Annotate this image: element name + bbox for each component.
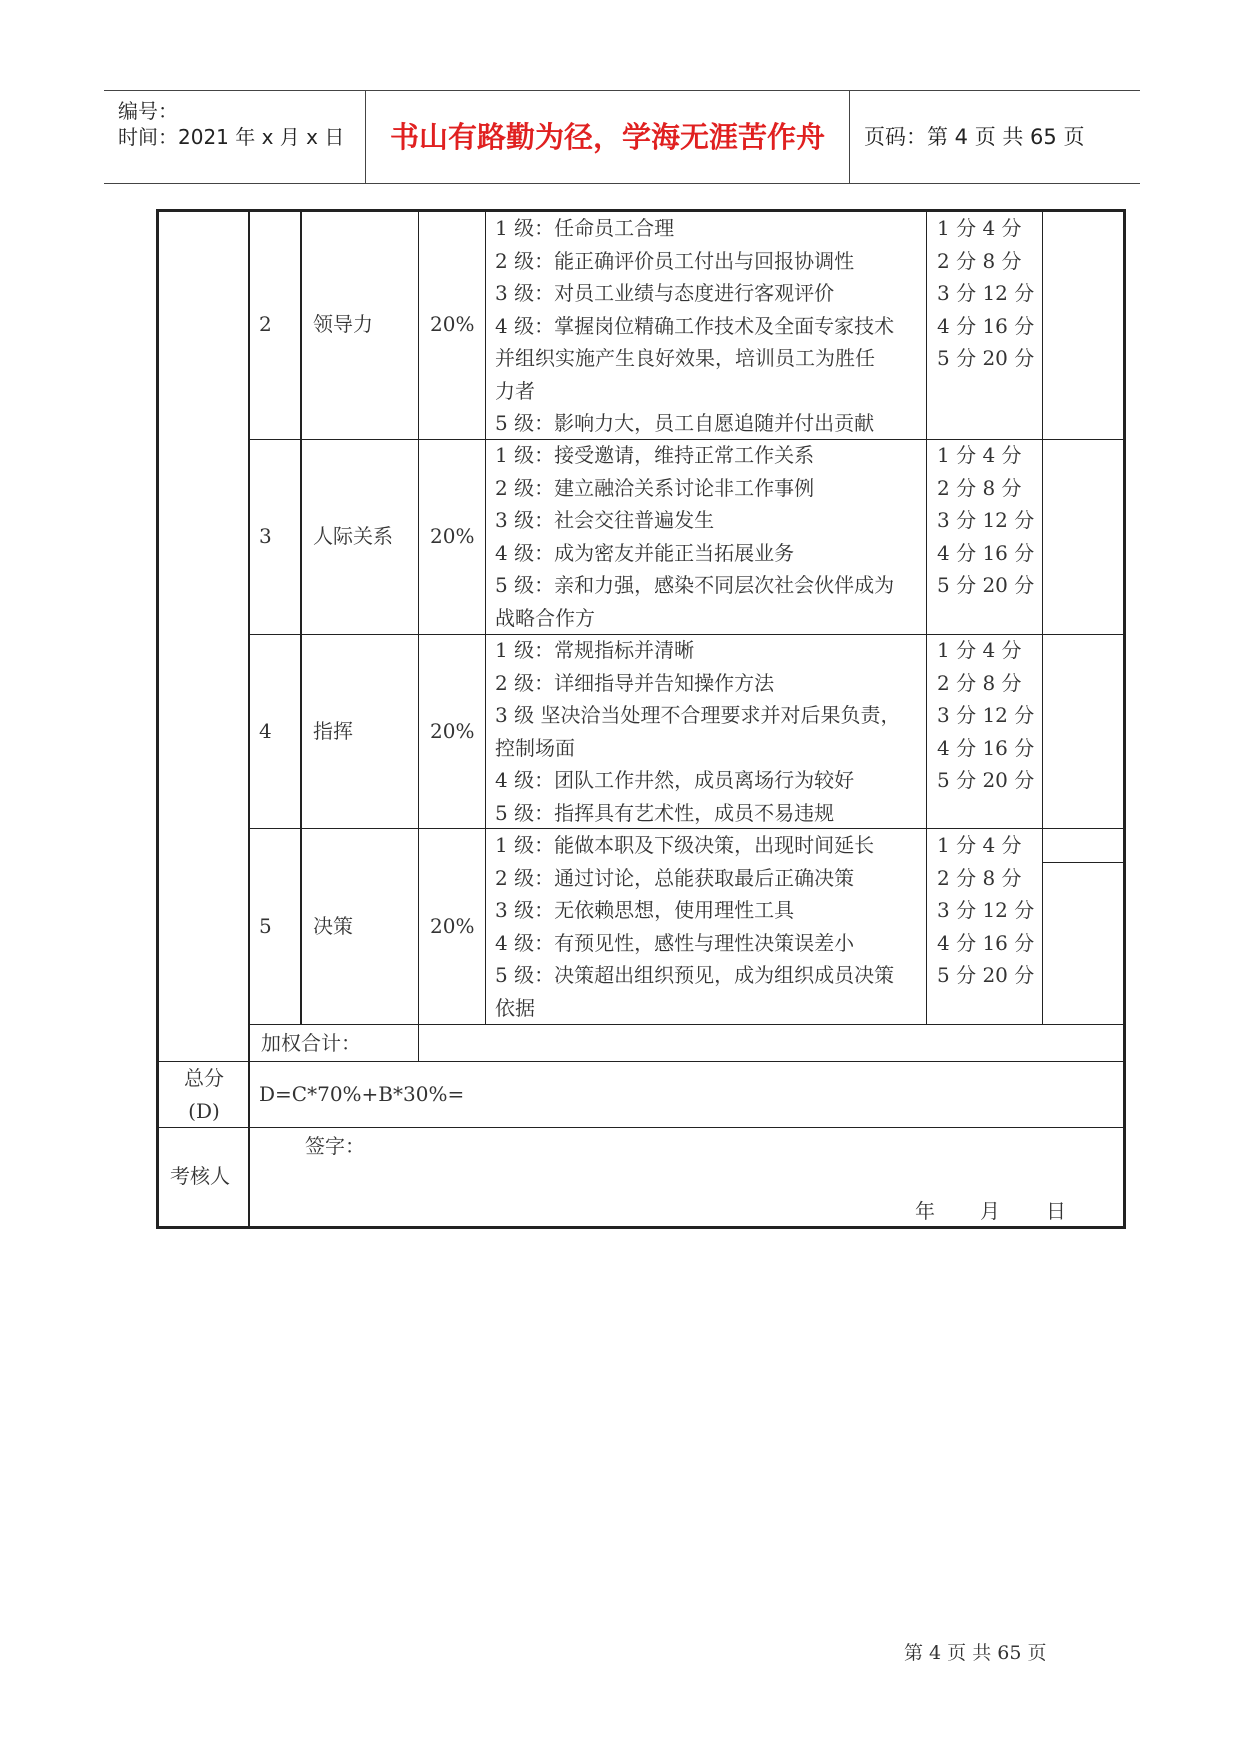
row-weight: 20% [430,524,475,548]
score-line: 4 分 16 分 [937,313,1035,338]
score-line: 2 分 8 分 [937,865,1022,890]
date-day: 日 [1046,1199,1066,1223]
row-criteria [495,829,894,1024]
row-weight: 20% [430,719,475,743]
sign-label: 签字： [305,1134,365,1158]
row-scores [937,634,1034,797]
time-label: 时间：2021 年 x 月 x 日 [118,125,345,149]
col-sep-criteria [926,209,927,1025]
date-year: 年 [915,1199,935,1223]
row-no: 2 [259,312,272,336]
row-no: 4 [259,719,272,743]
criteria-line: 控制场面 [495,735,575,760]
row-weight: 20% [430,914,475,938]
criteria-line: 4 级：掌握岗位精确工作技术及全面专家技术 [495,313,895,338]
row-name: 决策 [313,914,353,938]
page-footer: 第 4 页 共 65 页 [904,1642,1047,1664]
criteria-line: 1 级：任命员工合理 [495,216,675,240]
row-name: 领导力 [313,312,373,336]
row-sep-extra [1042,862,1125,863]
criteria-line: 3 级：社会交往普遍发生 [495,508,715,532]
row-name: 指挥 [313,719,353,743]
criteria-line: 依据 [495,995,535,1020]
total-formula: D=C*70%+B*30%= [259,1082,465,1106]
criteria-line: 2 级：能正确评价员工付出与回报协调性 [495,248,855,273]
weighted-total-label: 加权合计： [261,1031,361,1055]
score-line: 2 分 8 分 [937,670,1022,695]
criteria-line: 2 级：通过讨论，总能获取最后正确决策 [495,865,855,890]
row-scores [937,439,1034,602]
row-sep-5 [157,1061,1125,1062]
criteria-line: 战略合作方 [495,605,595,630]
header-page-info [850,91,1140,183]
score-line: 1 分 4 分 [937,443,1022,467]
criteria-line: 5 级：指挥具有艺术性，成员不易违规 [495,800,835,825]
col-sep-name [418,209,419,1061]
header-motto [366,91,850,183]
col-sep-score [1042,209,1043,1025]
score-line: 5 分 20 分 [937,963,1035,987]
criteria-line: 4 级：团队工作井然，成员离场行为较好 [495,768,855,792]
criteria-line: 并组织实施产生良好效果，培训员工为胜任 [495,346,875,370]
row-no: 3 [259,524,272,548]
total-label [180,1062,228,1127]
table-border-left [156,209,159,1229]
row-scores [937,212,1034,375]
row-criteria [495,634,900,829]
date-month: 月 [980,1199,1000,1223]
total-label-line: (D) [188,1098,220,1123]
col-sep-section [248,209,250,1229]
criteria-line: 4 级：有预见性，感性与理性决策误差小 [495,930,855,955]
score-line: 5 分 20 分 [937,346,1035,370]
criteria-line: 5 级：决策超出组织预见，成为组织成员决策 [495,963,895,987]
assessor-label: 考核人 [170,1164,230,1188]
row-scores [937,829,1034,992]
row-no: 5 [259,914,272,938]
score-line: 4 分 16 分 [937,540,1035,565]
score-line: 2 分 8 分 [937,248,1022,273]
header-meta [104,91,366,183]
score-line: 2 分 8 分 [937,475,1022,500]
page-header [104,90,1140,184]
criteria-line: 3 级：无依赖思想，使用理性工具 [495,898,795,922]
score-line: 3 分 12 分 [937,281,1035,305]
row-weight: 20% [430,312,475,336]
score-line: 3 分 12 分 [937,703,1035,727]
table-border-right [1123,209,1126,1229]
row-criteria [495,439,894,634]
motto-text: 书山有路勤为径，学海无涯苦作舟 [389,120,825,154]
number-label: 编号： [118,99,178,123]
score-line: 5 分 20 分 [937,573,1035,597]
col-sep-no [300,209,302,1025]
row-sep-6 [157,1127,1125,1128]
score-line: 1 分 4 分 [937,833,1022,857]
total-label-line: 总分 [184,1066,224,1090]
criteria-line: 力者 [495,378,535,403]
page-info-text: 页码：第 4 页 共 65 页 [864,125,1085,149]
criteria-line: 4 级：成为密友并能正当拓展业务 [495,540,795,565]
score-line: 3 分 12 分 [937,898,1035,922]
score-line: 4 分 16 分 [937,930,1035,955]
criteria-line: 3 级：对员工业绩与态度进行客观评价 [495,281,835,305]
criteria-line: 1 级：接受邀请，维持正常工作关系 [495,443,815,467]
criteria-line: 5 级：亲和力强，感染不同层次社会伙伴成为 [495,573,895,597]
row-sep-4 [249,1024,1125,1025]
criteria-line: 5 级：影响力大，员工自愿追随并付出贡献 [495,411,875,435]
score-line: 4 分 16 分 [937,735,1035,760]
row-name: 人际关系 [313,524,393,548]
col-sep-weight [485,209,486,1025]
criteria-line: 3 级 坚决洽当处理不合理要求并对后果负责， [495,703,901,727]
row-criteria [495,212,894,440]
score-line: 1 分 4 分 [937,638,1022,662]
score-line: 5 分 20 分 [937,768,1035,792]
score-line: 3 分 12 分 [937,508,1035,532]
score-line: 1 分 4 分 [937,216,1022,240]
criteria-line: 1 级：常规指标并清晰 [495,638,695,662]
criteria-line: 1 级：能做本职及下级决策，出现时间延长 [495,833,875,857]
criteria-line: 2 级：建立融洽关系讨论非工作事例 [495,475,815,500]
criteria-line: 2 级：详细指导并告知操作方法 [495,670,775,695]
